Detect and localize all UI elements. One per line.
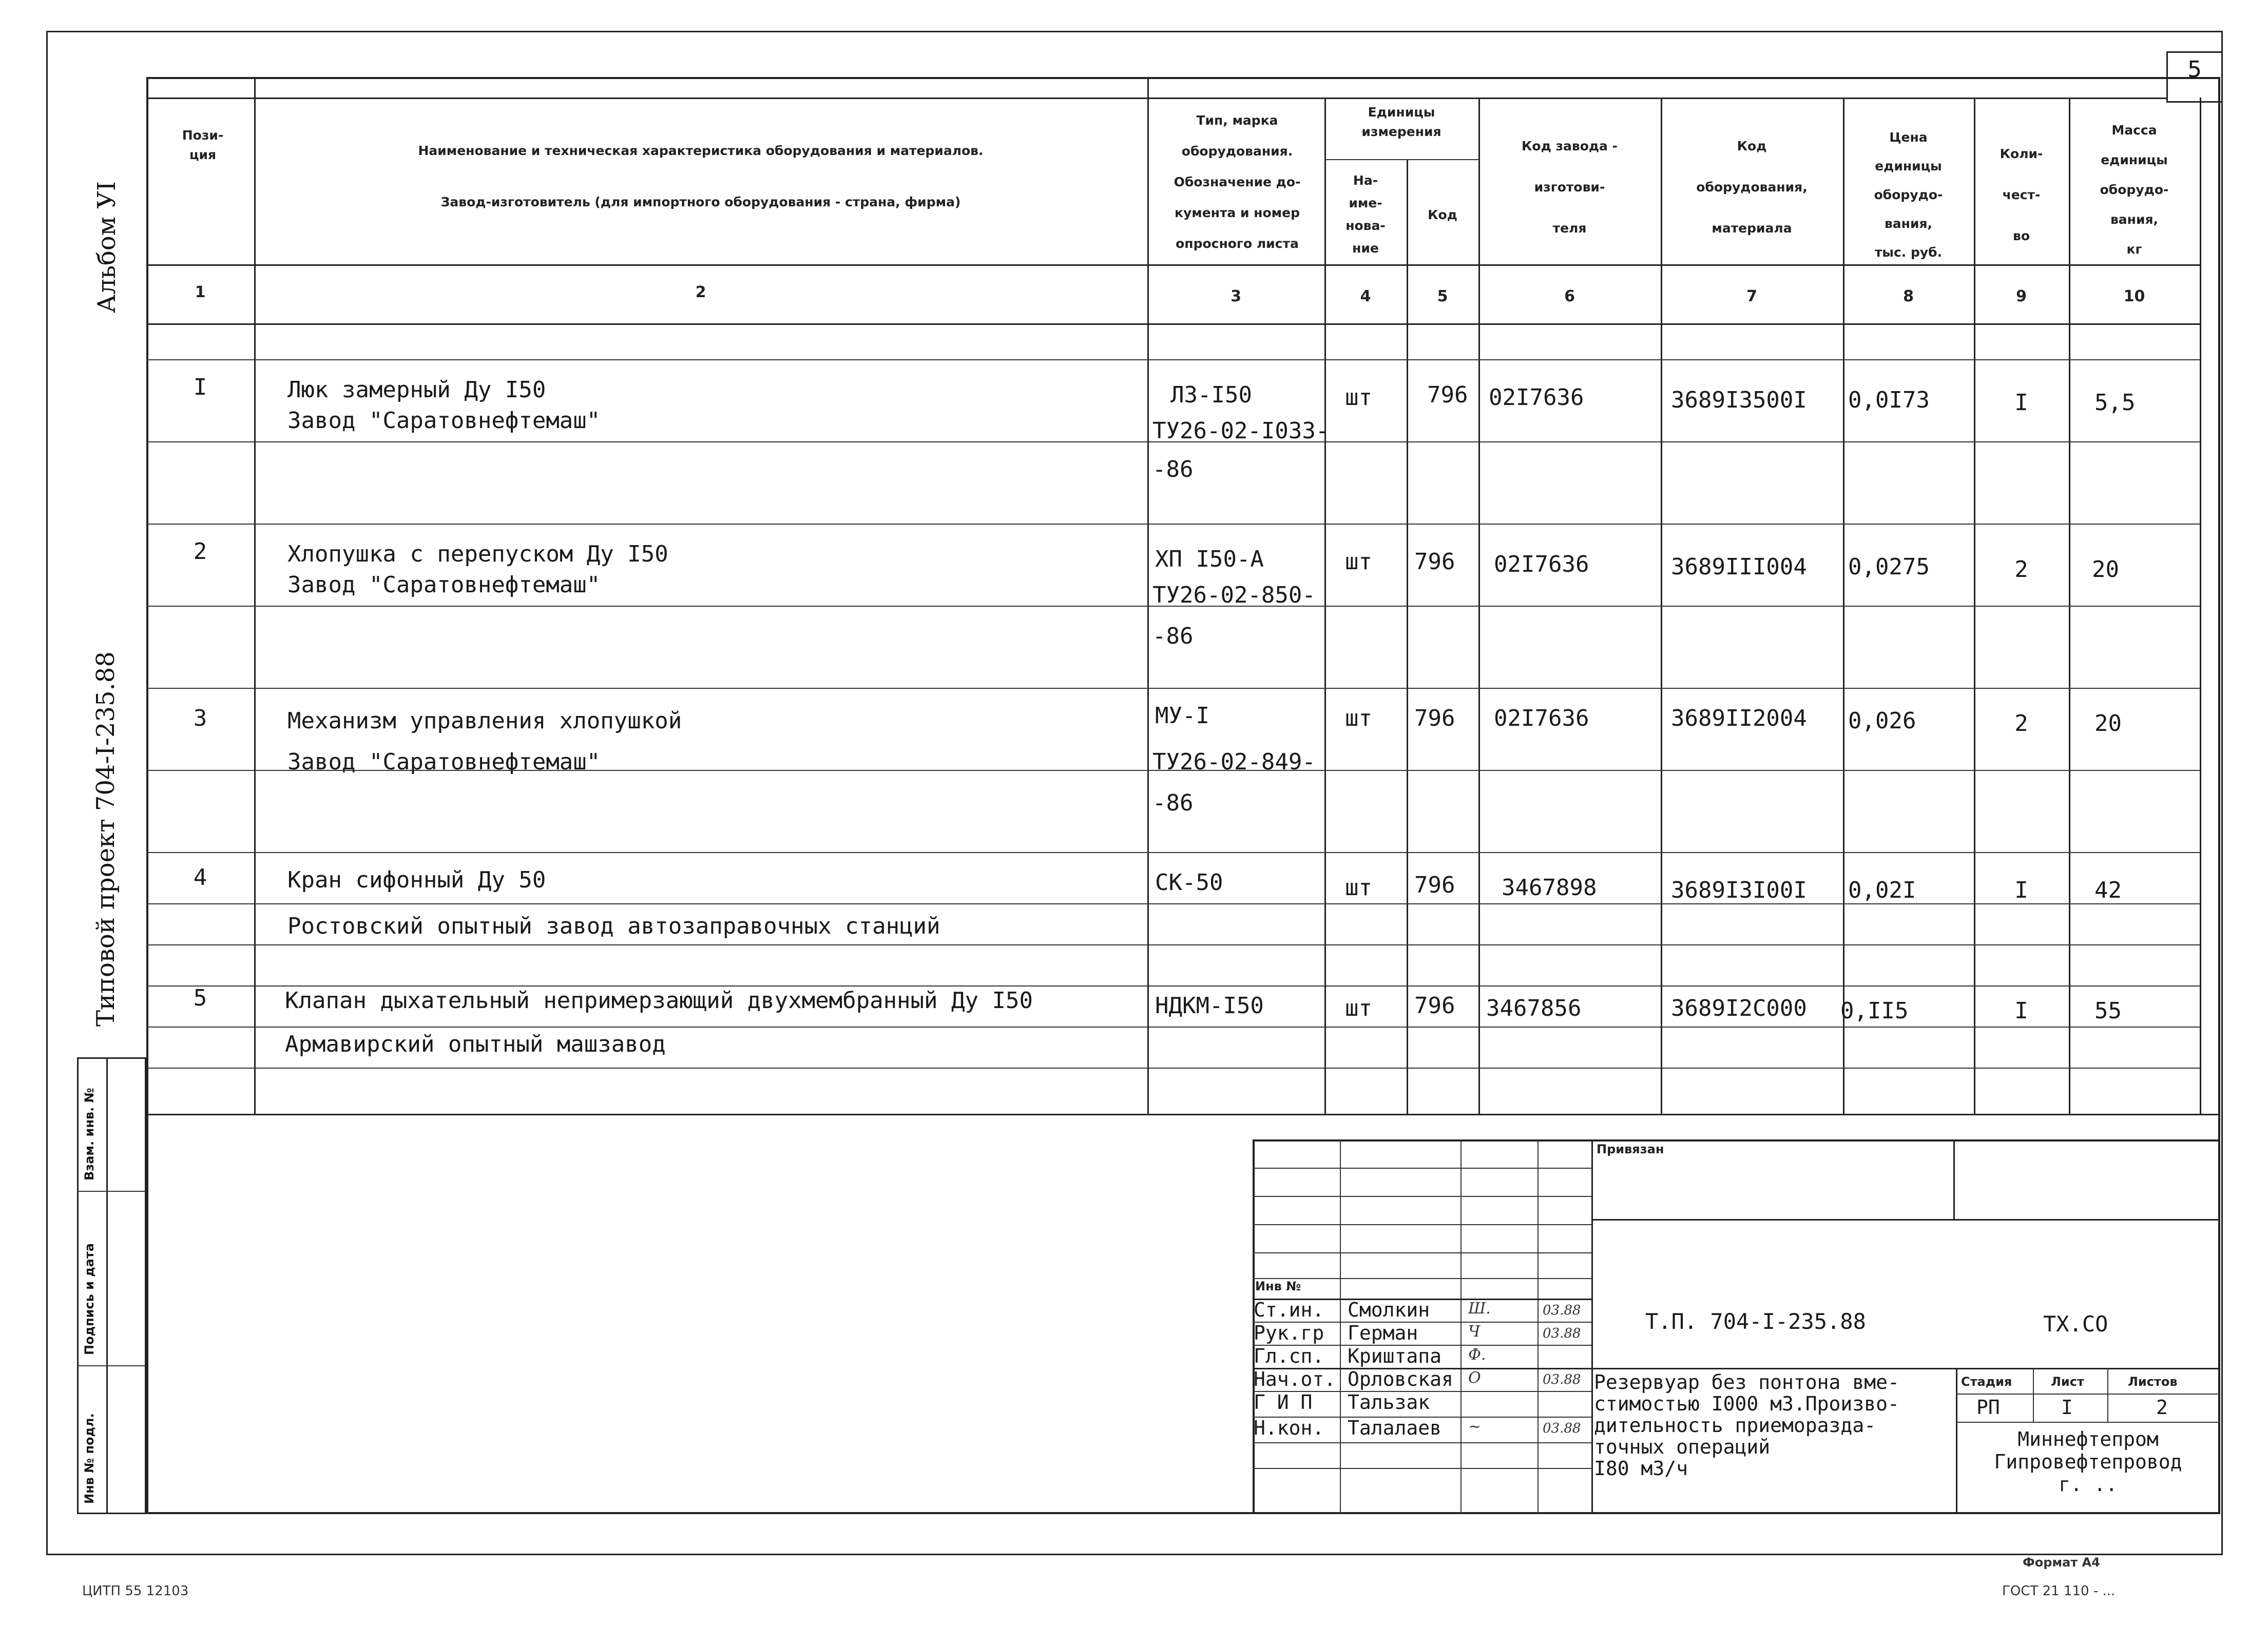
row-unit: шт [1345, 549, 1372, 575]
row-name: Люк замерный Ду I50 [287, 377, 546, 403]
header-units: Единицы измерения [1361, 105, 1441, 139]
row-position: 4 [193, 864, 207, 891]
col-number: 3 [1231, 287, 1241, 305]
album-label: Альбом УI [92, 181, 121, 313]
row-type: НДКМ-I50 [1155, 993, 1264, 1019]
row-unit: шт [1345, 995, 1372, 1021]
row-name: Клапан дыхательный непримерзающий двухмембранный Ду I50 [285, 988, 1033, 1014]
row-qty: I [2014, 390, 2028, 416]
row-name: Кран сифонный Ду 50 [287, 867, 546, 893]
col-number: 8 [1903, 287, 1914, 305]
sheet-label: Лист [2051, 1375, 2084, 1389]
row-price: 0,0275 [1848, 554, 1930, 580]
row-doc: -86 [1152, 790, 1194, 816]
row-price: 0,II5 [1840, 998, 1909, 1024]
row-price: 0,026 [1848, 708, 1916, 734]
row-qty: I [2014, 998, 2028, 1024]
signature: Ш. [1468, 1300, 1491, 1318]
row-equip-code: 3689III004 [1671, 554, 1807, 580]
row-maker: Завод "Саратовнефтемаш" [287, 749, 601, 775]
row-type: МУ-I [1155, 703, 1209, 729]
sign-date: 03.88 [1543, 1372, 1581, 1387]
vzam-label: Взам. инв. № [82, 1088, 97, 1181]
row-qty: 2 [2014, 556, 2028, 583]
header-col1: Пози- ция [182, 128, 224, 162]
row-position: I [193, 374, 207, 400]
sheets-value: 2 [2156, 1396, 2168, 1419]
row-unit-code: 796 [1414, 549, 1455, 575]
organization: Миннефтепром Гипровефтепровод г. .. [1994, 1428, 2182, 1496]
sign-date-label: Подпись и дата [82, 1243, 97, 1355]
sign-date: 03.88 [1543, 1303, 1581, 1318]
project-label: Типовой проект 704-I-235.88 [91, 651, 120, 1027]
header-col9: Коли- чест- во [2000, 146, 2043, 243]
row-qty: I [2014, 877, 2028, 903]
row-position: 3 [193, 705, 207, 731]
row-mass: 5,5 [2094, 390, 2136, 416]
row-factory-code: 02I7636 [1494, 705, 1589, 731]
row-unit: шт [1345, 875, 1372, 901]
row-position: 2 [193, 538, 207, 565]
sheet-value: I [2061, 1396, 2073, 1419]
row-doc: -86 [1152, 623, 1194, 649]
row-factory-code: 3467856 [1486, 995, 1582, 1021]
header-col2-line2: Завод-изготовитель (для импортного оборудования - страна, фирма) [440, 195, 961, 209]
row-doc: -86 [1152, 456, 1194, 482]
header-col8: Цена единицы оборудо- вания, тыс. руб. [1874, 130, 1943, 260]
signature: Ч [1468, 1323, 1481, 1341]
row-equip-code: 3689I3I00I [1671, 877, 1807, 903]
row-unit-code: 796 [1414, 872, 1455, 898]
row-equip-code: 3689I2C000 [1671, 995, 1807, 1021]
person-name: Орловская [1348, 1368, 1453, 1390]
inv-no-tb-label: Инв № [1255, 1279, 1301, 1293]
row-factory-code: 3467898 [1502, 875, 1597, 901]
row-equip-code: 3689I3500I [1671, 387, 1807, 413]
sign-date: 03.88 [1543, 1326, 1581, 1341]
row-type: ХП I50-А [1155, 546, 1264, 572]
inv-no-label: Инв № подл. [82, 1413, 97, 1504]
row-name: Хлопушка с перепуском Ду I50 [287, 541, 668, 567]
row-qty: 2 [2014, 710, 2028, 737]
row-type: ЛЗ-I50 [1170, 382, 1252, 408]
person-name: Смолкин [1348, 1299, 1430, 1321]
stage-label: Стадия [1961, 1375, 2012, 1389]
footer-left: ЦИТП 55 12103 [82, 1583, 189, 1599]
col-number: 5 [1437, 287, 1448, 305]
row-maker: Армавирский опытный машзавод [285, 1031, 666, 1057]
header-col10: Масса единицы оборудо- вания, кг [2100, 123, 2169, 257]
row-factory-code: 02I7636 [1494, 551, 1589, 577]
col-number: 7 [1746, 287, 1757, 305]
row-maker: Завод "Саратовнефтемаш" [287, 408, 601, 434]
header-col3: Тип, марка оборудования. Обозначение до- кумента и номер опросного листа [1174, 113, 1301, 251]
stage-value: РП [1976, 1396, 2000, 1419]
page-number: 5 [2187, 56, 2202, 83]
row-unit-code: 796 [1427, 382, 1468, 408]
signature: О [1468, 1369, 1481, 1387]
row-doc: ТУ26-02-849- [1152, 749, 1316, 775]
footer-format: Формат А4 [2023, 1555, 2100, 1570]
row-unit: шт [1345, 384, 1372, 411]
row-equip-code: 3689II2004 [1671, 705, 1807, 731]
header-col4: На- име- нова- ние [1346, 173, 1386, 256]
header-col2-line1: Наименование и техническая характеристика оборудования и материалов. [418, 143, 984, 158]
person-name: Тальзак [1348, 1391, 1430, 1414]
project-code: Т.П. 704-I-235.88 [1645, 1309, 1866, 1334]
footer-gost: ГОСТ 21 110 - ... [2002, 1583, 2116, 1599]
role-label: Нач.от. [1254, 1368, 1336, 1390]
signature: Ф. [1468, 1346, 1486, 1364]
row-price: 0,0I73 [1848, 387, 1930, 413]
row-maker: Завод "Саратовнефтемаш" [287, 572, 601, 598]
header-col5: Код [1428, 207, 1457, 222]
person-name: Герман [1348, 1322, 1418, 1344]
header-col6: Код завода - изготови- теля [1521, 139, 1618, 236]
row-mass: 20 [2094, 710, 2122, 737]
row-factory-code: 02I7636 [1489, 384, 1584, 411]
role-label: Гл.сп. [1254, 1345, 1324, 1367]
row-price: 0,02I [1848, 877, 1916, 903]
col-number: 9 [2016, 287, 2027, 305]
role-label: Г И П [1254, 1391, 1313, 1414]
person-name: Криштапа [1348, 1345, 1442, 1367]
row-mass: 20 [2092, 556, 2119, 583]
col-number: 6 [1564, 287, 1575, 305]
col-number: 1 [195, 283, 206, 301]
col-number: 10 [2123, 287, 2145, 305]
role-label: Ст.ин. [1254, 1299, 1324, 1321]
privyazan-label: Привязан [1597, 1142, 1664, 1156]
row-unit: шт [1345, 705, 1372, 731]
person-name: Талалаев [1348, 1417, 1442, 1439]
signature: ~ [1468, 1418, 1482, 1436]
col-number: 2 [695, 283, 706, 301]
role-label: Н.кон. [1254, 1417, 1324, 1439]
row-maker: Ростовский опытный завод автозаправочных станций [287, 913, 940, 939]
row-doc: ТУ26-02-850- [1152, 582, 1316, 608]
row-doc: ТУ26-02-I033- [1152, 418, 1330, 444]
description: Резервуар без понтона вме- стимостью I000 м3.Произво- дительность приемораздa- точных операций I80 м3/ч [1594, 1371, 1899, 1480]
role-label: Рук.гр [1254, 1322, 1324, 1344]
row-mass: 55 [2094, 998, 2122, 1024]
row-unit-code: 796 [1414, 705, 1455, 731]
row-mass: 42 [2094, 877, 2122, 903]
row-unit-code: 796 [1414, 993, 1455, 1019]
col-number: 4 [1360, 287, 1371, 305]
row-name: Механизм управления хлопушкой [287, 708, 682, 734]
sign-date: 03.88 [1543, 1421, 1581, 1436]
row-position: 5 [193, 985, 207, 1011]
document-mark: ТХ.СО [2043, 1311, 2108, 1337]
header-col7: Код оборудования, материала [1696, 139, 1808, 236]
sheets-label: Листов [2128, 1375, 2178, 1389]
row-type: СК-50 [1155, 869, 1223, 896]
